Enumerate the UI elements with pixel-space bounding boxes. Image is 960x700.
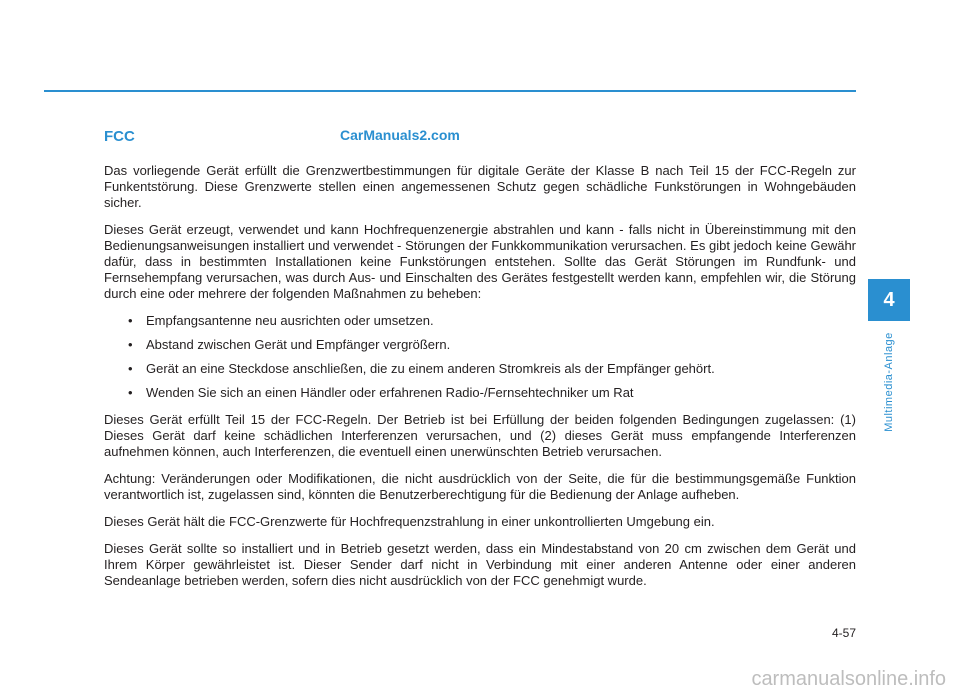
chapter-number: 4 [883, 288, 895, 311]
list-item [104, 385, 856, 401]
watermark-top[interactable]: CarManuals2.com [340, 127, 460, 143]
main-content [104, 163, 856, 600]
paragraph: Dieses Gerät erzeugt, verwendet und kann Hochfrequenzenergie abstrahlen und kann - falls nicht in Übereinstimmung mit den Bedienungsanweisungen installiert und verwendet - Störungen der Funkkommunikation verursachen. Es gibt jedoch keine Gewähr dafür, dass in bestimmten Installationen keine Funkstörungen entstehen. Sollte das Gerät Störungen im Rundfunk- und Fernsehempfang verursachen, was durch Aus- und Einschalten des Gerätes festgestellt werden kann, empfehlen wir, die Störung durch eine oder mehrere der folgenden Maßnahmen zu beheben: [104, 222, 856, 301]
bullet-icon: • [128, 313, 133, 328]
paragraph: Dieses Gerät sollte so installiert und in Betrieb gesetzt werden, dass ein Mindestabstand von 20 cm zwischen dem Gerät und Ihrem Körper gewährleistet ist. Dieser Sender darf nicht in Verbindung mit einer anderen Antenne oder einer anderen Sendeanlage betrieben werden, sofern dies nicht ausdrücklich von der FCC genehmigt wurde. [104, 541, 856, 588]
list-item-text: Empfangsantenne neu ausrichten oder umsetzen. [146, 313, 434, 328]
chapter-label: Multimedia-Anlage [883, 332, 895, 432]
list-item [104, 313, 856, 329]
paragraph: Dieses Gerät erfüllt Teil 15 der FCC-Regeln. Der Betrieb ist bei Erfüllung der beiden folgenden Bedingungen zugelassen: (1) Dieses Gerät darf keine schädlichen Interferenzen verursachen, und (2) dieses Gerät muss empfangende Interferenzen aufnehmen können, auch Interferenzen, die eventuell einen unerwünschten Betrieb verursachen. [104, 412, 856, 459]
bullet-icon: • [128, 361, 133, 376]
header-rule [44, 90, 856, 92]
chapter-tab [868, 279, 910, 321]
watermark-bottom[interactable]: carmanualsonline.info [751, 668, 946, 690]
page-number: 4-57 [831, 626, 856, 640]
paragraph: Achtung: Veränderungen oder Modifikationen, die nicht ausdrücklich von der Seite, die für die bestimmungsgemäße Funktion verantwortlich ist, zugelassen sind, könnten die Benutzerberechtigung für die Bedienung der Anlage aufheben. [104, 471, 856, 502]
paragraph: Dieses Gerät hält die FCC-Grenzwerte für Hochfrequenzstrahlung in einer unkontrollierten Umgebung ein. [104, 514, 715, 529]
paragraph: Das vorliegende Gerät erfüllt die Grenzwertbestimmungen für digitale Geräte der Klasse B nach Teil 15 der FCC-Regeln zur Funkentstörung. Diese Grenzwerte stellen einen angemessenen Schutz gegen schädliche Funkstörungen in Wohngebäuden sicher. [104, 163, 856, 210]
list-item-text: Abstand zwischen Gerät und Empfänger vergrößern. [146, 337, 451, 352]
list-item-text: Wenden Sie sich an einen Händler oder erfahrenen Radio-/Fernsehtechniker um Rat [146, 385, 634, 400]
bullet-icon: • [128, 385, 133, 400]
bullet-list [104, 313, 856, 401]
list-item-text: Gerät an eine Steckdose anschließen, die zu einem anderen Stromkreis als der Empfänger gehört. [146, 361, 715, 376]
section-title: FCC [104, 128, 135, 145]
list-item [104, 361, 856, 377]
list-item [104, 337, 856, 353]
bullet-icon: • [128, 337, 133, 352]
